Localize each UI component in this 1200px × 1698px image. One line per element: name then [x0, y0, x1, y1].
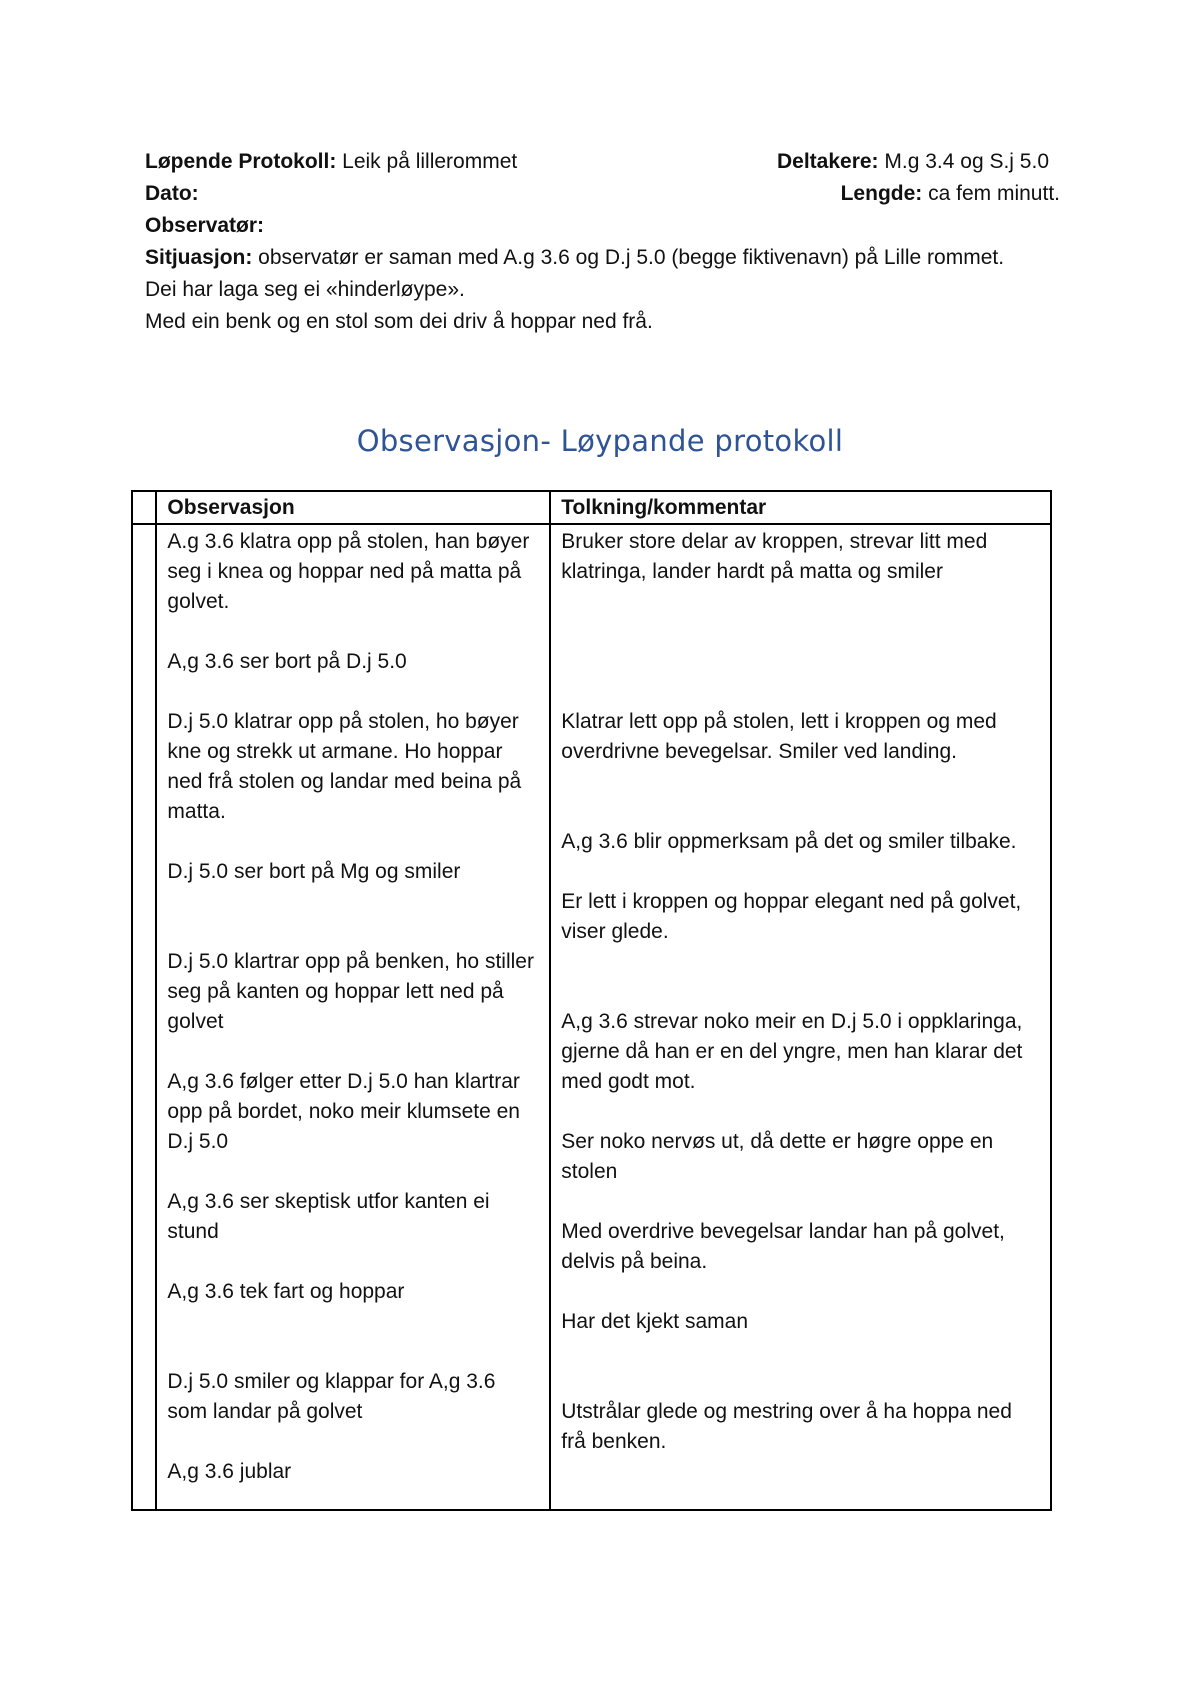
interpretation-entry: Har det kjekt saman [561, 1310, 749, 1333]
observation-entry: A,g 3.6 følger etter D.j 5.0 han klartrar opp på bordet, noko meir klumsete en D.j 5.0 [167, 1070, 520, 1153]
observation-entry: A.g 3.6 klatra opp på stolen, han bøyer seg i knea og hoppar ned på matta på golvet. [167, 530, 530, 613]
observation-entry: D.j 5.0 smiler og klappar for A,g 3.6 som landar på golvet [167, 1370, 496, 1423]
observation-entry: A,g 3.6 jublar [167, 1460, 292, 1483]
length [841, 178, 1060, 210]
header-observation: Observasjon [156, 491, 550, 524]
header-interpretation: Tolkning/kommentar [550, 491, 1051, 524]
interpretation-entry: Klatrar lett opp på stolen, lett i kroppen og med overdrivne bevegelsar. Smiler ved landing. [561, 710, 997, 763]
observer-row [145, 210, 1060, 242]
observation-entry: A,g 3.6 ser skeptisk utfor kanten ei stund [167, 1190, 490, 1243]
observation-table [131, 490, 1052, 1511]
table-header-row [132, 491, 1051, 524]
interpretation-cell [550, 524, 1051, 1510]
table-body-row [132, 524, 1051, 1510]
observation-cell [156, 524, 550, 1510]
participants [777, 146, 1049, 178]
interpretation-entry: A,g 3.6 blir oppmerksam på det og smiler tilbake. [561, 830, 1017, 853]
situation-line-3: Med ein benk og en stol som dei driv å hoppar ned frå. [145, 310, 653, 333]
interpretation-entry: Med overdrive bevegelsar landar han på golvet, delvis på beina. [561, 1220, 1005, 1273]
protocol-header [145, 146, 1060, 338]
interpretation-entry: Bruker store delar av kroppen, strevar litt med klatringa, lander hardt på matta og smiler [561, 530, 988, 583]
observation-entry: A,g 3.6 tek fart og hoppar [167, 1280, 405, 1303]
situation-value: observatør er saman med A.g 3.6 og D.j 5.0 (begge fiktivenavn) på Lille rommet. [252, 246, 1005, 269]
date-row [145, 178, 1060, 210]
situation-row [145, 242, 1060, 274]
participants-label: Deltakere: [777, 150, 879, 173]
protocol-label: Løpende Protokoll: [145, 150, 337, 173]
observer-label: Observatør: [145, 214, 265, 237]
section-title: Observasjon- Løypande protokoll [356, 424, 844, 458]
interpretation-entry: A,g 3.6 strevar noko meir en D.j 5.0 i oppklaringa, gjerne då han er en del yngre, men han klarar det med godt mot. [561, 1010, 1023, 1093]
header-number-cell [132, 491, 156, 524]
interpretation-entry: Utstrålar glede og mestring over å ha hoppa ned frå benken. [561, 1400, 1012, 1453]
observation-entry: A,g 3.6 ser bort på D.j 5.0 [167, 650, 407, 673]
protocol-value: Leik på lillerommet [336, 150, 518, 173]
situation-label: Sitjuasjon: [145, 246, 253, 269]
participants-value: M.g 3.4 og S.j 5.0 [878, 150, 1049, 173]
length-label: Lengde: [840, 182, 923, 205]
length-value: ca fem minutt. [922, 182, 1060, 205]
date-label: Dato: [145, 182, 199, 205]
protocol-title [145, 146, 517, 178]
observation-entry: D.j 5.0 ser bort på Mg og smiler [167, 860, 461, 883]
situation-line-2: Dei har laga seg ei «hinderløype». [145, 278, 465, 301]
protocol-row [145, 146, 1060, 178]
observation-entry: D.j 5.0 klartrar opp på benken, ho stiller seg på kanten og hoppar lett ned på golvet [167, 950, 534, 1033]
interpretation-entry: Ser noko nervøs ut, då dette er høgre oppe en stolen [561, 1130, 994, 1183]
interpretation-entry: Er lett i kroppen og hoppar elegant ned på golvet, viser glede. [561, 890, 1022, 943]
number-cell [132, 524, 156, 1510]
observation-entry: D.j 5.0 klatrar opp på stolen, ho bøyer kne og strekk ut armane. Ho hoppar ned frå stolen og landar med beina på matta. [167, 710, 522, 823]
